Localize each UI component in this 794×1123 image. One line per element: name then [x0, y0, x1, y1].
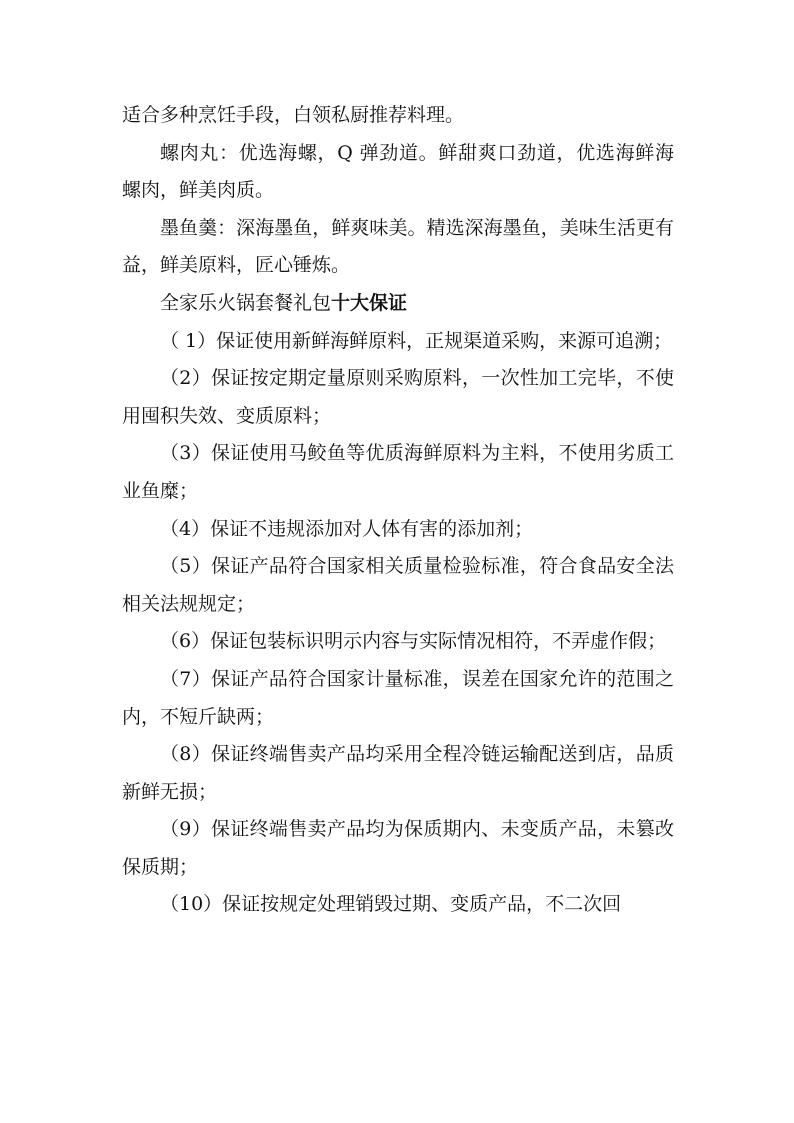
guarantee-heading	[122, 285, 674, 323]
document-body	[122, 97, 674, 924]
guarantee-heading-bold: 十大保证	[331, 291, 408, 314]
guarantee-item-7: （7）保证产品符合国家计量标准，误差在国家允许的范围之内，不短斤缺两；	[122, 667, 674, 728]
guarantee-item-5: （5）保证产品符合国家相关质量检验标准，符合食品安全法相关法规规定；	[122, 555, 674, 615]
guarantee-item-3: （3）保证使用马鲛鱼等优质海鲜原料为主料，不使用劣质工业鱼糜；	[122, 442, 674, 502]
guarantee-item-2: （2）保证按定期定量原则采购原料，一次性加工完毕，不使用囤积失效、变质原料；	[122, 367, 674, 427]
guarantee-item-10: （10）保证按规定处理销毁过期、变质产品，不二次回	[160, 893, 622, 916]
paragraph-intro-continued: 适合多种烹饪手段，白领私厨推荐料理。	[122, 104, 465, 126]
paragraph-snail-meatball: 螺肉丸：优选海螺，Q 弹劲道。鲜甜爽口劲道，优选海鲜海螺肉，鲜美肉质。	[122, 141, 674, 202]
guarantee-item-1: （ 1）保证使用新鲜海鲜原料，正规渠道采购，来源可追溯；	[160, 329, 673, 352]
guarantee-heading-prefix: 全家乐火锅套餐礼包	[160, 291, 332, 314]
guarantee-item-6: （6）保证包装标识明示内容与实际情况相符，不弄虚作假；	[160, 630, 667, 653]
guarantee-item-9: （9）保证终端售卖产品均为保质期内、未变质产品，未篡改保质期；	[122, 818, 674, 878]
guarantee-item-8: （8）保证终端售卖产品均采用全程冷链运输配送到店，品质新鲜无损；	[122, 743, 674, 803]
paragraph-cuttlefish-soup: 墨鱼羹：深海墨鱼，鲜爽味美。精选深海墨鱼，美味生活更有益，鲜美原料，匠心锤炼。	[122, 216, 674, 277]
guarantee-item-4: （4）保证不违规添加对人体有害的添加剂；	[160, 517, 534, 540]
